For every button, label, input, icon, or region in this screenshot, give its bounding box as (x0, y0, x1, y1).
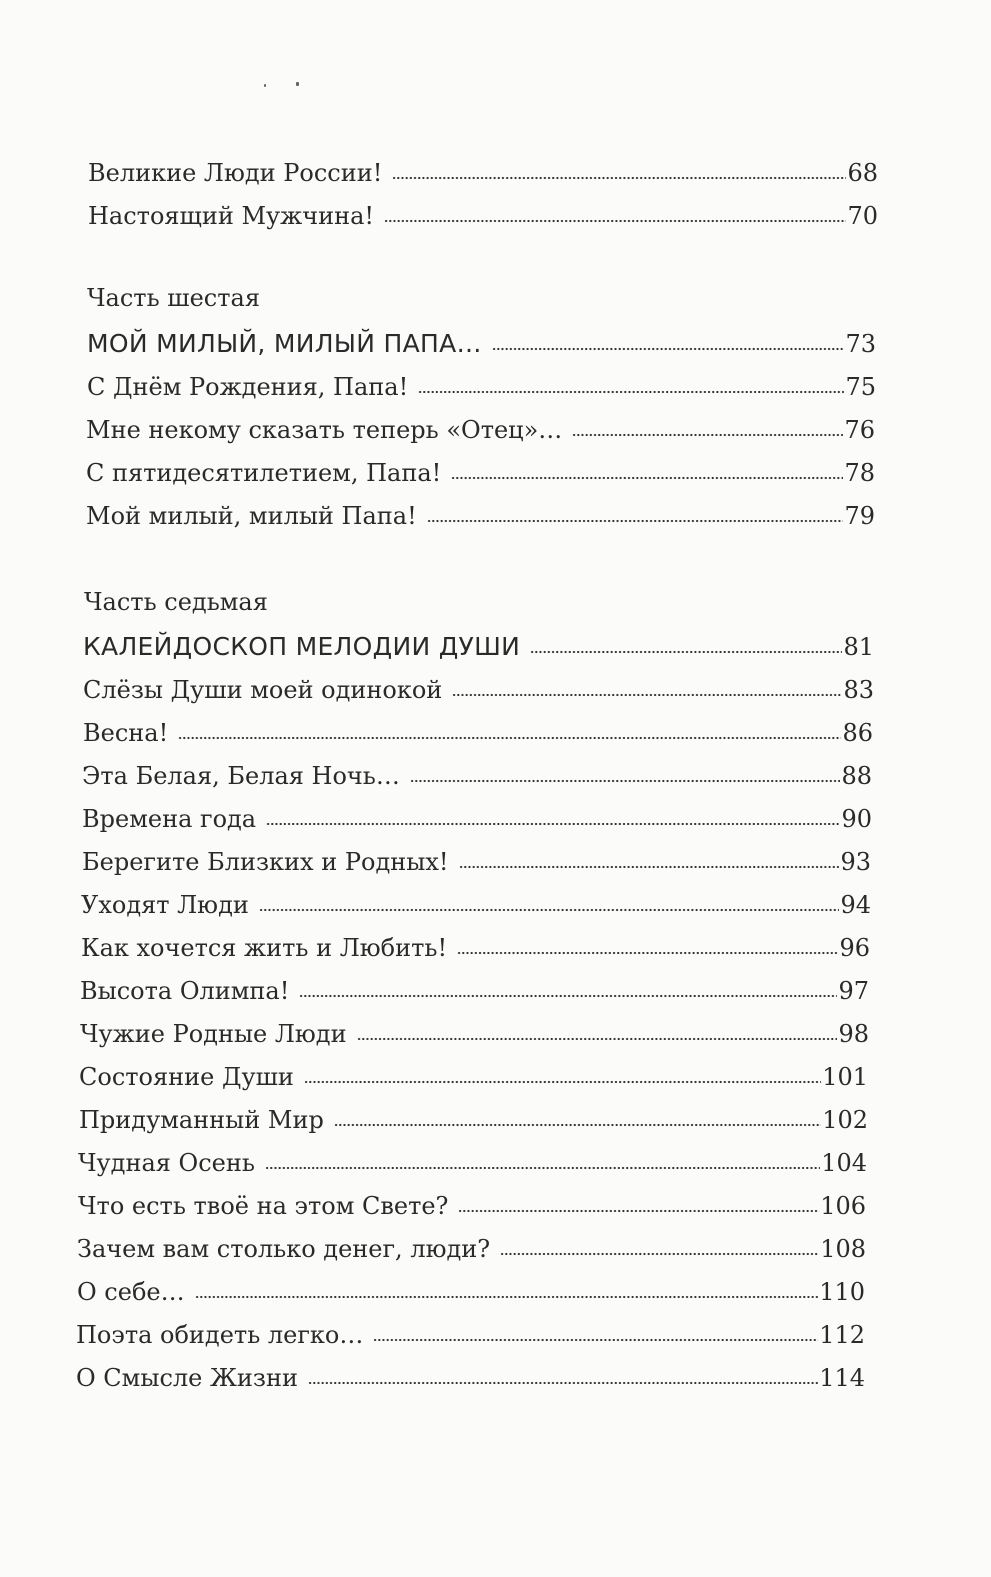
speck (296, 82, 299, 86)
toc-entry-page: 102 (822, 1106, 868, 1134)
dot-leader (392, 174, 846, 182)
toc-entry-title: С пятидесятилетием, Папа! (86, 459, 442, 487)
toc-entry[interactable] (80, 1013, 869, 1049)
toc-entry-page: 94 (840, 891, 871, 919)
dot-leader (410, 777, 841, 785)
part-heading: Часть шестая (87, 284, 260, 312)
toc-entry-page: 114 (819, 1364, 865, 1392)
toc-entry[interactable] (79, 1056, 868, 1092)
toc-entry-page: 101 (822, 1063, 868, 1091)
toc-entry-page: 68 (847, 159, 878, 187)
toc-entry[interactable] (82, 798, 872, 834)
dot-leader (266, 820, 840, 828)
toc-entry[interactable] (78, 1142, 867, 1178)
dot-leader (500, 1250, 819, 1258)
toc-entry-title: КАЛЕЙДОСКОП МЕЛОДИИ ДУШИ (83, 632, 521, 661)
toc-entry-page: 106 (820, 1192, 866, 1220)
part-heading: Часть седьмая (84, 588, 268, 616)
toc-entry-page: 76 (844, 416, 875, 444)
toc-entry-title: МОЙ МИЛЫЙ, МИЛЫЙ ПАПА… (87, 329, 482, 358)
toc-entry-title: Зачем вам столько денег, люди? (77, 1235, 491, 1263)
toc-entry-page: 110 (819, 1278, 865, 1306)
toc-entry[interactable] (83, 669, 874, 705)
toc-entry-page: 86 (842, 719, 873, 747)
toc-entry-page: 70 (847, 202, 878, 230)
toc-entry-title: Придуманный Мир (79, 1106, 324, 1134)
toc-entry[interactable] (87, 366, 876, 402)
toc-entry[interactable] (80, 970, 869, 1006)
toc-entry-title: Мой милый, милый Папа! (86, 502, 417, 530)
print-specks (258, 80, 318, 100)
dot-leader (418, 388, 844, 396)
toc-entry-title: Слёзы Души моей одинокой (83, 676, 443, 704)
toc-entry-title: Что есть твоё на этом Свете? (78, 1192, 449, 1220)
toc-entry-page: 108 (820, 1235, 866, 1263)
dot-leader (427, 517, 844, 525)
toc-entry-title: Великие Люди России! (88, 159, 383, 187)
dot-leader (178, 734, 841, 742)
toc-entry-page: 81 (843, 633, 874, 661)
dot-leader (334, 1121, 821, 1129)
toc-entry[interactable] (86, 409, 875, 445)
toc-entry-title: Настоящий Мужчина! (88, 202, 375, 230)
toc-entry-title: Чужие Родные Люди (80, 1020, 347, 1048)
toc-entry-page: 78 (844, 459, 875, 487)
toc-entry[interactable] (78, 1185, 866, 1221)
toc-entry-page: 104 (821, 1149, 867, 1177)
toc-entry[interactable] (81, 884, 871, 920)
toc-entry[interactable] (81, 927, 870, 963)
toc-entry-title: Времена года (82, 805, 257, 833)
dot-leader (195, 1293, 819, 1301)
dot-leader (265, 1164, 820, 1172)
toc-entry-title: Уходят Люди (81, 891, 249, 919)
toc-entry[interactable] (88, 195, 878, 231)
toc-entry[interactable] (86, 452, 875, 488)
toc-entry[interactable] (77, 1271, 865, 1307)
toc-entry[interactable] (77, 1228, 866, 1264)
toc-entry-page: 93 (840, 848, 871, 876)
dot-leader (572, 431, 843, 439)
toc-entry-page: 83 (843, 676, 874, 704)
dot-leader (458, 1207, 819, 1215)
dot-leader (308, 1379, 818, 1387)
dot-leader (451, 474, 843, 482)
toc-entry-title: Весна! (83, 719, 169, 747)
toc-entry-title: О себе… (77, 1278, 185, 1306)
toc-entry-title: Мне некому сказать теперь «Отец»… (86, 416, 563, 444)
toc-entry-page: 75 (845, 373, 876, 401)
toc-entry-title: Чудная Осень (78, 1149, 255, 1177)
toc-entry[interactable] (86, 495, 875, 531)
toc-entry[interactable] (76, 1357, 865, 1393)
dot-leader (259, 906, 840, 914)
dot-leader (384, 217, 846, 225)
toc-entry[interactable] (87, 323, 876, 359)
toc-entry-page: 90 (841, 805, 872, 833)
toc-entry[interactable] (83, 626, 874, 662)
toc-entry-title: Состояние Души (79, 1063, 294, 1091)
toc-entry[interactable] (82, 841, 871, 877)
toc-entry-title: Эта Белая, Белая Ночь… (82, 762, 400, 790)
toc-entry-page: 97 (838, 977, 869, 1005)
toc-entry-page: 79 (844, 502, 875, 530)
dot-leader (459, 863, 840, 871)
dot-leader (457, 949, 838, 957)
toc-entry[interactable] (79, 1099, 868, 1135)
toc-entry[interactable] (76, 1314, 865, 1350)
toc-entry-title: Берегите Близких и Родных! (82, 848, 449, 876)
toc-entry[interactable] (88, 152, 878, 188)
dot-leader (530, 648, 842, 656)
toc-entry-page: 73 (845, 330, 876, 358)
toc-entry-page: 88 (841, 762, 872, 790)
toc-entry-title: Как хочется жить и Любить! (81, 934, 448, 962)
dot-leader (357, 1035, 838, 1043)
toc-entry-page: 98 (838, 1020, 869, 1048)
toc-entry-title: Высота Олимпа! (80, 977, 290, 1005)
toc-entry-page: 96 (839, 934, 870, 962)
toc-entry-page: 112 (819, 1321, 865, 1349)
toc-entry-title: О Смысле Жизни (76, 1364, 298, 1392)
toc-entry[interactable] (83, 712, 873, 748)
toc-entry-title: Поэта обидеть легко… (76, 1321, 364, 1349)
toc-entry[interactable] (82, 755, 872, 791)
dot-leader (299, 992, 837, 1000)
dot-leader (452, 691, 842, 699)
dot-leader (373, 1336, 818, 1344)
toc-entry-title: С Днём Рождения, Папа! (87, 373, 409, 401)
dot-leader (304, 1078, 821, 1086)
speck (264, 84, 266, 87)
dot-leader (492, 345, 845, 353)
